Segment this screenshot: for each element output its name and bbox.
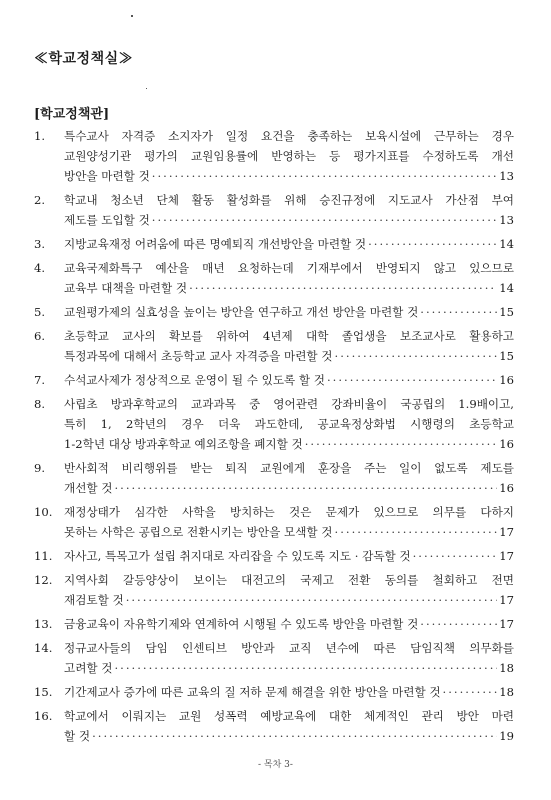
- toc-entry-page-number: 17: [499, 525, 514, 539]
- toc-entry-leader-line: [64, 522, 514, 542]
- toc-entry-text-line: 1-2학년 대상 방과후학교 예외조항을 폐지할 것: [64, 437, 303, 451]
- toc-entry-number: 6.: [34, 329, 46, 343]
- toc-entry-page-number: 17: [499, 617, 514, 631]
- toc-entry-body: [64, 546, 514, 566]
- scan-speck: [131, 15, 133, 17]
- toc-entry[interactable]: [34, 258, 514, 298]
- dot-leader: [305, 434, 498, 454]
- dot-leader: [327, 370, 497, 390]
- toc-entry-number: 7.: [34, 373, 46, 387]
- dot-leader: [420, 302, 497, 322]
- section-title: ≪학교정책실≫: [34, 51, 134, 67]
- toc-entry-page-number: 16: [499, 481, 514, 495]
- toc-entry-number: 4.: [34, 261, 46, 275]
- dot-leader: [114, 658, 497, 678]
- toc-entry[interactable]: [34, 234, 514, 254]
- toc-entry-body: [64, 706, 514, 746]
- toc-entry[interactable]: [34, 190, 514, 230]
- toc-entry-body: [64, 458, 514, 498]
- toc-entry-text-line: 지방교육재정 어려움에 따른 명예퇴직 개선방안을 마련할 것: [64, 237, 367, 251]
- dot-leader: [152, 166, 497, 186]
- page-footer: - 목차 3-: [258, 760, 293, 770]
- toc-entry-text-line: 제도를 도입할 것: [64, 213, 150, 227]
- toc-entry[interactable]: [34, 126, 514, 186]
- toc-entry[interactable]: [34, 706, 514, 746]
- toc-entry-text-line: 정규교사들의 담임 인센티브 방안과 교직 년수에 따른 담임직책 의무화를: [64, 641, 514, 655]
- dot-leader: [335, 522, 498, 542]
- toc-entry-number: 5.: [34, 305, 46, 319]
- toc-entry-text-line: 교육부 대책을 마련할 것: [64, 281, 188, 295]
- toc-entry-number: 13.: [34, 617, 53, 631]
- toc-entry-page-number: 13: [499, 213, 514, 227]
- toc-entry-body: [64, 326, 514, 366]
- toc-entry-text-line: 금융교육이 자유학기제와 연계하여 시행될 수 있도록 방안을 마련할 것: [64, 617, 419, 631]
- toc-entry-text-line: 고려할 것: [64, 661, 113, 675]
- dot-leader: [443, 682, 498, 702]
- toc-entry[interactable]: [34, 638, 514, 678]
- toc-entry-page-number: 18: [499, 685, 514, 699]
- toc-entry[interactable]: [34, 502, 514, 542]
- toc-entry-text-line: 지역사회 갈등양상이 보이는 대전고의 국제고 전환 동의를 철회하고 전면: [64, 573, 514, 587]
- toc-entry-text-line: 방안을 마련할 것: [64, 169, 150, 183]
- toc-entry-leader-line: [64, 278, 514, 298]
- toc-entry-body: [64, 638, 514, 678]
- dot-leader: [126, 590, 498, 610]
- toc-entry[interactable]: [34, 302, 514, 322]
- dot-leader: [152, 210, 497, 230]
- toc-entry-leader-line: [64, 166, 514, 186]
- table-of-contents: [34, 126, 514, 750]
- toc-entry-page-number: 19: [499, 729, 514, 743]
- toc-entry-body: [64, 394, 514, 454]
- toc-entry-body: [64, 502, 514, 542]
- toc-entry-leader-line: [64, 726, 514, 746]
- toc-entry-page-number: 16: [499, 373, 514, 387]
- toc-entry-page-number: 14: [499, 281, 514, 295]
- toc-entry-text-line: 재정상태가 심각한 사학을 방치하는 것은 문제가 있으므로 의무를 다하지: [64, 505, 514, 519]
- toc-entry-leader-line: [64, 614, 514, 634]
- toc-entry-number: 10.: [34, 505, 53, 519]
- toc-entry-leader-line: [64, 478, 514, 498]
- toc-entry-body: [64, 190, 514, 230]
- toc-entry-number: 11.: [34, 549, 53, 563]
- toc-entry-number: 3.: [34, 237, 46, 251]
- toc-entry-text-line: 학교에서 이뤄지는 교원 성폭력 예방교육에 대한 체계적인 관리 방안 마련: [64, 709, 514, 723]
- toc-entry-body: [64, 234, 514, 254]
- toc-entry-text-line: 반사회적 비리행위를 받는 퇴직 교원에게 훈장을 주는 일이 없도록 제도를: [64, 461, 514, 475]
- toc-entry-page-number: 17: [499, 593, 514, 607]
- dot-leader: [335, 346, 498, 366]
- toc-entry-leader-line: [64, 682, 514, 702]
- toc-entry-number: 8.: [34, 397, 46, 411]
- toc-entry[interactable]: [34, 394, 514, 454]
- dot-leader: [413, 546, 498, 566]
- toc-entry-number: 12.: [34, 573, 53, 587]
- toc-entry-body: [64, 570, 514, 610]
- toc-entry-page-number: 14: [499, 237, 514, 251]
- toc-entry-text-line: 특히 1, 2학년의 경우 더욱 과도한데, 공교육정상화법 시행령의 초등학교: [64, 417, 514, 431]
- toc-entry-body: [64, 614, 514, 634]
- toc-entry-number: 15.: [34, 685, 53, 699]
- toc-entry-body: [64, 126, 514, 186]
- toc-entry-text-line: 학교내 청소년 단체 활동 활성화를 위해 승진규정에 지도교사 가산점 부여: [64, 193, 514, 207]
- toc-entry-leader-line: [64, 210, 514, 230]
- dot-leader: [420, 614, 497, 634]
- toc-entry-number: 9.: [34, 461, 46, 475]
- toc-entry-text-line: 못하는 사학은 공립으로 전환시키는 방안을 모색할 것: [64, 525, 333, 539]
- toc-entry[interactable]: [34, 326, 514, 366]
- toc-entry-text-line: 기간제교사 증가에 따른 교육의 질 저하 문제 해결을 위한 방안을 마련할 것: [64, 685, 441, 699]
- toc-entry-leader-line: [64, 234, 514, 254]
- dot-leader: [368, 234, 497, 254]
- toc-entry-body: [64, 302, 514, 322]
- toc-entry-text-line: 자사고, 특목고가 설립 취지대로 자리잡을 수 있도록 지도 · 감독할 것: [64, 549, 411, 563]
- scan-speck: [146, 88, 147, 89]
- toc-entry-page-number: 15: [499, 305, 514, 319]
- toc-entry[interactable]: [34, 546, 514, 566]
- toc-entry-text-line: 초등학교 교사의 확보를 위하여 4년제 대학 졸업생을 보조교사로 활용하고: [64, 329, 514, 343]
- toc-entry[interactable]: [34, 570, 514, 610]
- toc-entry-number: 2.: [34, 193, 46, 207]
- toc-entry-text-line: 특정과목에 대해서 초등학교 교사 자격증을 마련할 것: [64, 349, 333, 363]
- toc-entry-text-line: 교육국제화특구 예산을 매년 요청하는데 기재부에서 반영되지 않고 있으므로: [64, 261, 514, 275]
- toc-entry-text-line: 교원양성기관 평가의 교원임용률에 반영하는 등 평가지표를 수정하도록 개선: [64, 149, 514, 163]
- toc-entry-leader-line: [64, 346, 514, 366]
- dot-leader: [114, 478, 497, 498]
- toc-entry-page-number: 16: [499, 437, 514, 451]
- toc-entry-leader-line: [64, 370, 514, 390]
- toc-entry-body: [64, 370, 514, 390]
- subsection-title: [학교정책관]: [34, 107, 110, 122]
- toc-entry-text-line: 특수교사 자격증 소지자가 일정 요건을 충족하는 보육시설에 근무하는 경우: [64, 129, 514, 143]
- toc-entry-number: 14.: [34, 641, 53, 655]
- toc-entry-page-number: 15: [499, 349, 514, 363]
- dot-leader: [92, 726, 497, 746]
- toc-entry-page-number: 17: [499, 549, 514, 563]
- toc-entry[interactable]: [34, 458, 514, 498]
- toc-entry[interactable]: [34, 614, 514, 634]
- toc-entry-page-number: 18: [499, 661, 514, 675]
- toc-entry-text-line: 사립초 방과후학교의 교과과목 중 영어관련 강좌비율이 국공립의 1.9배이고,: [64, 397, 514, 411]
- toc-entry-text-line: 수석교사제가 정상적으로 운영이 될 수 있도록 할 것: [64, 373, 325, 387]
- toc-entry-leader-line: [64, 546, 514, 566]
- toc-entry-body: [64, 682, 514, 702]
- toc-entry-text-line: 할 것: [64, 729, 91, 743]
- toc-entry[interactable]: [34, 370, 514, 390]
- toc-entry-text-line: 교원평가제의 실효성을 높이는 방안을 연구하고 개선 방안을 마련할 것: [64, 305, 419, 319]
- toc-entry-leader-line: [64, 302, 514, 322]
- toc-entry-leader-line: [64, 658, 514, 678]
- toc-entry-number: 1.: [34, 129, 46, 143]
- toc-entry-page-number: 13: [499, 169, 514, 183]
- toc-entry-leader-line: [64, 434, 514, 454]
- toc-entry-text-line: 개선할 것: [64, 481, 113, 495]
- toc-entry-text-line: 재검토할 것: [64, 593, 124, 607]
- toc-entry-leader-line: [64, 590, 514, 610]
- toc-entry-number: 16.: [34, 709, 53, 723]
- dot-leader: [189, 278, 497, 298]
- toc-entry-body: [64, 258, 514, 298]
- toc-entry[interactable]: [34, 682, 514, 702]
